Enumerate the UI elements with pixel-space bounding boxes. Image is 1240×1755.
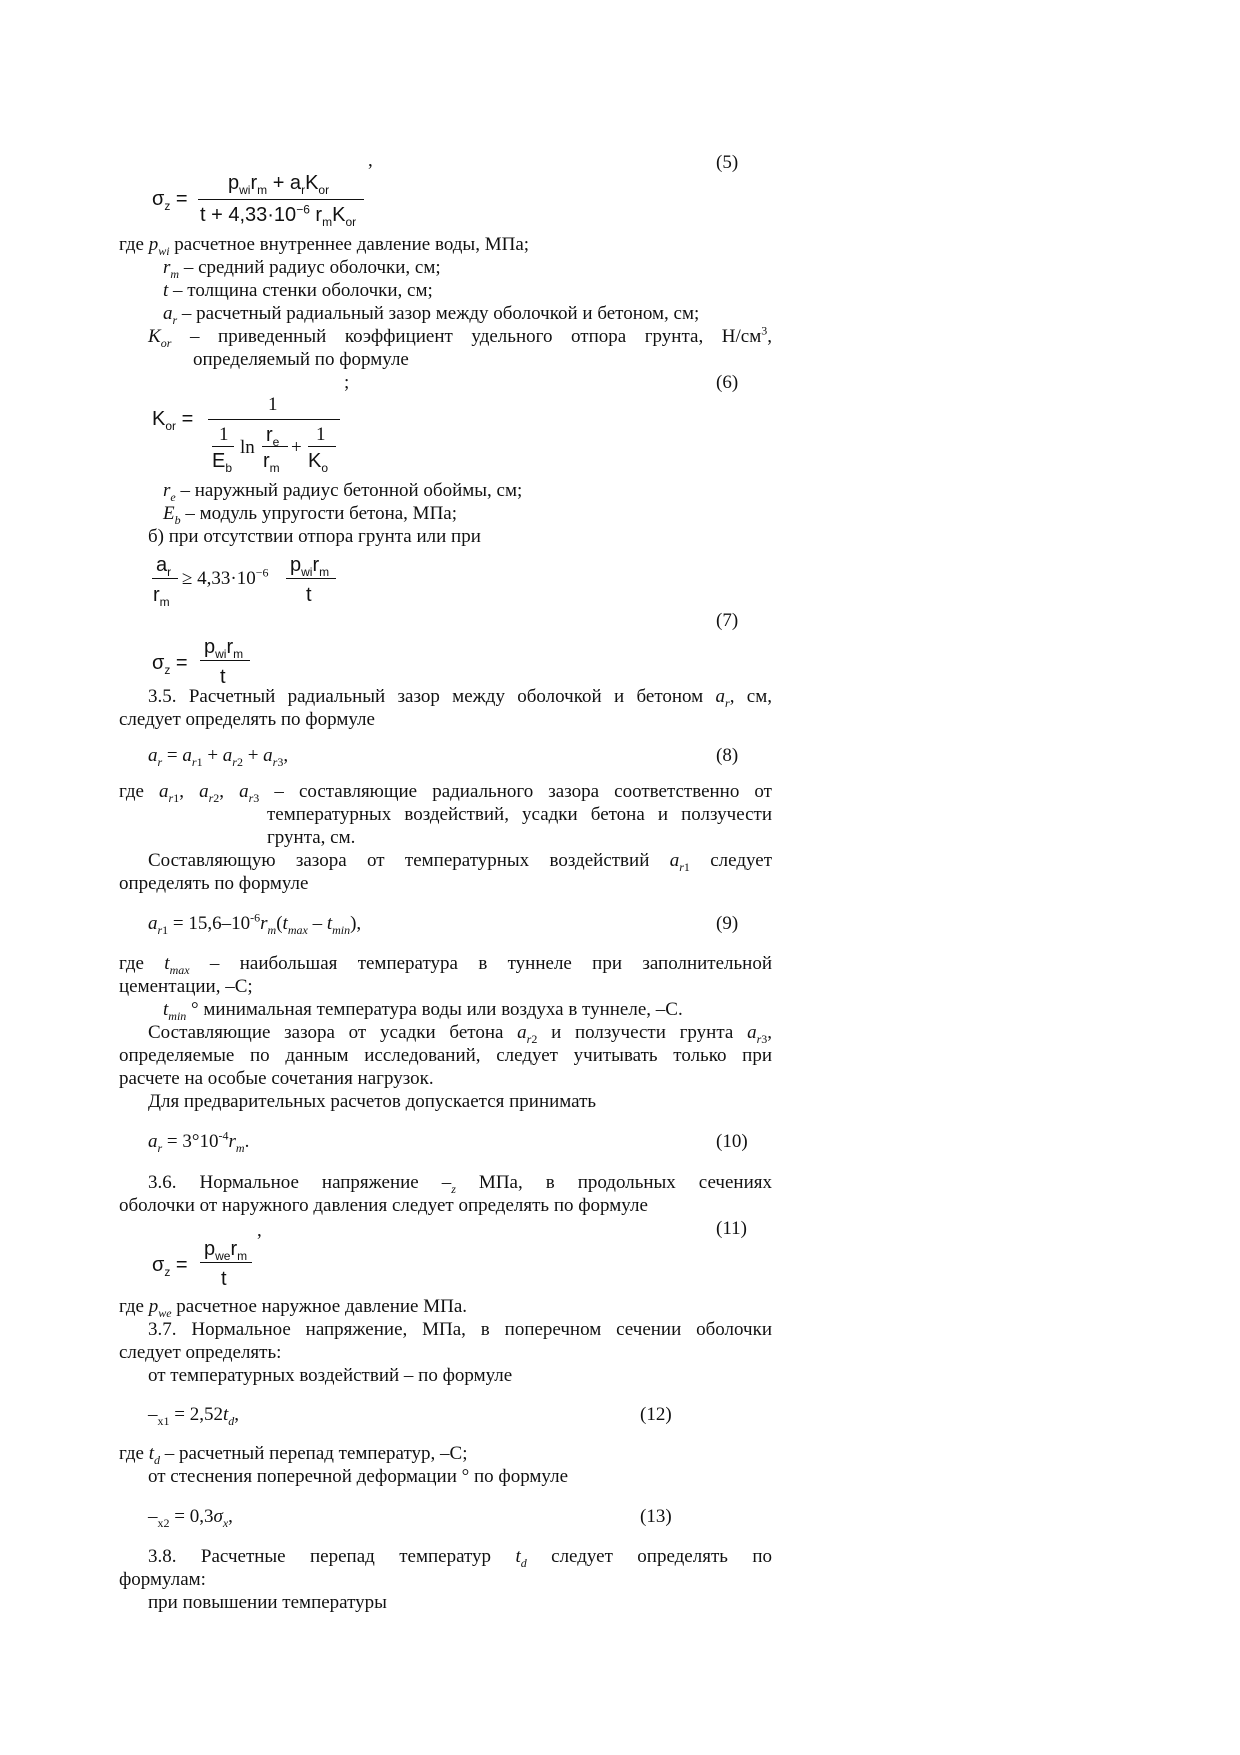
eq6-line-b [262, 446, 288, 447]
p35d-line5: определяемые по данным исследований, следует учитывать только при [119, 1045, 772, 1066]
p36-line1: 3.6. Нормальное напряжение $-_z$ МПа, в продольных сечениях [148, 1172, 772, 1196]
eq8-formula: $a_r = a_{r1} + a_{r2} + a_{r3}$, [148, 745, 289, 769]
eq5-numerator: $p_{wi}r_m + a_rK_{or}$ [228, 172, 330, 197]
p37b-line2: от стеснения поперечной деформации ° по формуле [148, 1466, 569, 1487]
eq13-number: (13) [640, 1506, 672, 1527]
p35b-line2: температурных воздействий, усадки бетона и ползучести [267, 804, 772, 825]
eq6-plus: + [291, 437, 302, 458]
eq10-formula: $a_r = 3^\circ 10^{‑4}r_m$. [148, 1128, 250, 1155]
eq6-ko: $K_o$ [308, 450, 329, 475]
p35b-line1: где $a_{r1}$, $a_{r2}$, $a_{r3}$ – составляющие радиального зазора соответственно от [119, 781, 772, 805]
eq11-denominator: t [221, 1268, 227, 1290]
p37-line2: 3.7. Нормальное напряжение, МПа, в поперечном сечении оболочки [148, 1319, 772, 1340]
def-pwe: где $p_{we}$ расчетное наружное давление МПа. [119, 1296, 468, 1320]
eq6-re: $r_e$ [266, 424, 280, 449]
def-pwi: где $p_{wi}$ расчетное внутреннее давление воды, МПа; [119, 234, 530, 258]
p35c-line1: Составляющую зазора от температурных воздействий $a_{r1}$ следует [148, 850, 772, 874]
p35d-line4: Составляющие зазора от усадки бетона $a_{r2}$ и ползучести грунта $a_{r3}$, [148, 1022, 772, 1046]
p35d-line2: цементации, –С; [119, 976, 253, 997]
p37-line4: от температурных воздействий – по формуле [148, 1365, 513, 1386]
eq11-line [200, 1262, 252, 1263]
eq11-comma: , [257, 1220, 262, 1241]
cond-rm: $r_m$ [153, 584, 170, 609]
p38-line2: формулам: [119, 1569, 206, 1590]
p35b-line3: грунта, см. [267, 827, 356, 848]
p36-line2: оболочки от наружного давления следует определять по формуле [119, 1195, 648, 1216]
p35-line1: 3.5. Расчетный радиальный зазор между оболочкой и бетоном $a_r$, см, [148, 686, 772, 710]
cond-line-a [152, 578, 178, 579]
eq11-lhs: $\sigma_z$ = [152, 1254, 188, 1279]
eq11-number: (11) [716, 1218, 747, 1239]
p35d-line3: $t_{min}$ ° минимальная температура воды или воздуха в туннеле, –С. [163, 999, 683, 1023]
eq11-numerator: $p_{we}r_m$ [204, 1238, 248, 1263]
eq7-numerator: $p_{wi}r_m$ [204, 636, 244, 661]
eq12-number: (12) [640, 1404, 672, 1425]
eq9-formula: $a_{r1} = 15,6-10^{‑6}r_m(t_{max} - t_{min})$, [148, 910, 362, 937]
def-t: t – толщина стенки оболочки, см; [163, 280, 433, 301]
cond-t: t [306, 584, 312, 606]
eq6-numerator: 1 [268, 394, 278, 415]
cond-ar: $a_r$ [156, 554, 172, 579]
eq5-comma: , [368, 150, 373, 171]
p35d-line6: расчете на особые сочетания нагрузок. [119, 1068, 434, 1089]
p37-line3: следует определять: [119, 1342, 282, 1363]
cond-mid: ≥ $4,33\cdot 10^{-6}$ [182, 565, 269, 589]
eq13-formula: $-_{x2} = 0,3\sigma_x$, [148, 1506, 233, 1530]
eq5-lhs: $\sigma_z$ = [152, 188, 188, 213]
cond-num: $p_{wi}r_m$ [290, 554, 330, 579]
eq6-line-a [212, 446, 234, 447]
p38-line1: 3.8. Расчетные перепад температур $t_d$ следует определять по [148, 1546, 772, 1570]
p38-line3: при повышении температуры [148, 1592, 387, 1613]
def-ar: $a_r$ – расчетный радиальный зазор между оболочкой и бетоном, см; [163, 303, 700, 327]
eq8-number: (8) [716, 745, 739, 766]
eq10-number: (10) [716, 1131, 748, 1152]
eq5-number: (5) [716, 152, 739, 173]
p35c-line2: определять по формуле [119, 873, 309, 894]
p35-line2: следует определять по формуле [119, 709, 375, 730]
eq12-formula: $-_{x1} = 2,52t_d$, [148, 1404, 239, 1428]
eq6-semicolon: ; [344, 372, 350, 393]
eq6-ln: ln [240, 437, 255, 458]
eq7-lhs: $\sigma_z$ = [152, 652, 188, 677]
eq6-lhs: $K_{or}$ = [152, 408, 194, 433]
def-eb: $E_b$ – модуль упругости бетона, МПа; [163, 503, 458, 527]
def-re: $r_e$ – наружный радиус бетонной обоймы, см; [163, 480, 523, 504]
cond-line-b [286, 578, 336, 579]
condition-text: б) при отсутствии отпора грунта или при [148, 526, 481, 547]
eq7-line [200, 660, 250, 661]
eq6-one-b: 1 [316, 424, 326, 445]
eq6-rm: $r_m$ [263, 450, 280, 475]
eq7-denominator: t [220, 666, 226, 688]
eq6-one-a: 1 [219, 424, 229, 445]
def-kor-cont: определяемый по формуле [193, 349, 409, 370]
eq9-number: (9) [716, 913, 739, 934]
def-td: где $t_d$ – расчетный перепад температур, –С; [119, 1443, 468, 1467]
eq7-number: (7) [716, 610, 739, 631]
eq6-line-c [308, 446, 336, 447]
p35d-line1: где $t_{max}$ – наибольшая температура в туннеле при заполнительной [119, 953, 772, 977]
eq5-fraction-line [198, 199, 364, 200]
eq6-eb: $E_b$ [212, 450, 233, 475]
eq6-number: (6) [716, 372, 739, 393]
eq5-denominator: $t + 4,33\cdot 10^{-6}$ $r_mK_{or}$ [200, 202, 357, 229]
def-rm: $r_m$ – средний радиус оболочки, см; [163, 257, 441, 281]
def-kor: $K_{or}$ – приведенный коэффициент удельного отпора грунта, $Н/см^3$, [148, 323, 772, 350]
eq6-main-line [208, 419, 340, 420]
p35d-line7: Для предварительных расчетов допускается принимать [148, 1091, 597, 1112]
